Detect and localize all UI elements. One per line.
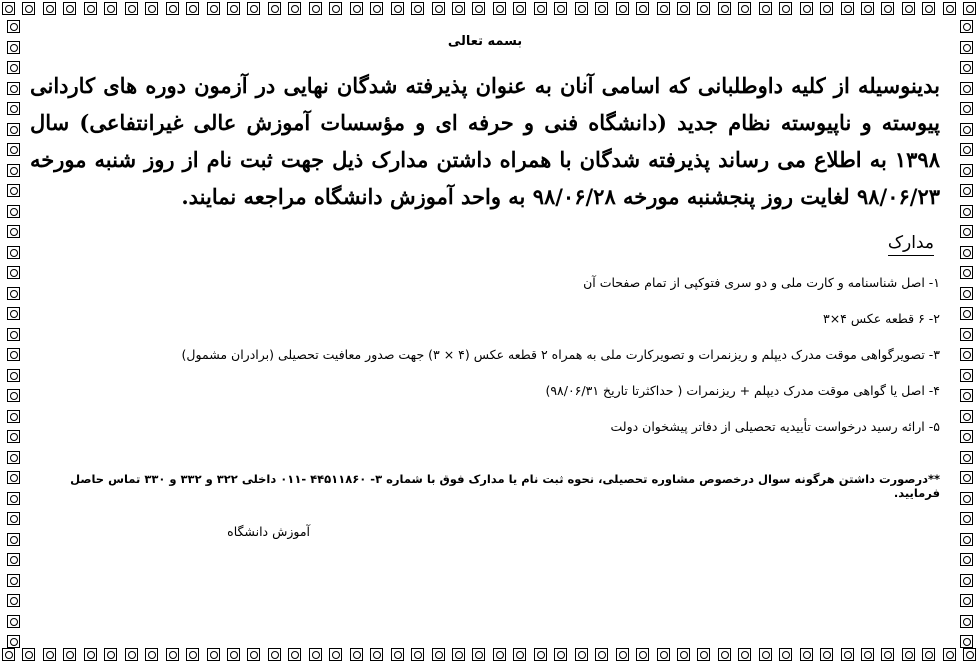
border-ornament	[288, 648, 301, 661]
border-ornament	[861, 648, 874, 661]
border-ornament	[902, 648, 915, 661]
documents-section	[30, 215, 940, 436]
border-ornament	[7, 164, 20, 177]
border-ornament	[677, 648, 690, 661]
border-ornament	[513, 648, 526, 661]
document-item-2: ۲- ۶ قطعه عکس ۴×۳	[822, 311, 940, 326]
border-ornament	[268, 2, 281, 15]
border-ornament	[452, 648, 465, 661]
border-ornament	[881, 2, 894, 15]
border-ornament	[960, 143, 973, 156]
border-ornament	[513, 2, 526, 15]
border-ornament	[227, 2, 240, 15]
border-ornament	[960, 471, 973, 484]
border-ornament	[7, 328, 20, 341]
decorative-border-top	[0, 2, 979, 20]
border-ornament	[718, 2, 731, 15]
border-ornament	[84, 648, 97, 661]
border-ornament	[166, 648, 179, 661]
border-ornament	[657, 2, 670, 15]
documents-title: مدارک	[888, 233, 934, 256]
border-ornament	[7, 471, 20, 484]
border-ornament	[779, 2, 792, 15]
border-ornament	[104, 648, 117, 661]
border-ornament	[84, 2, 97, 15]
intro-paragraph: بدینوسیله از کلیه داوطلبانی که اسامی آنان به عنوان پذیرفته شدگان نهایی در آزمون دوره های کاردانی پیوسته و ناپیوسته نظام جدید (دانشگاه فنی و حرفه ای و مؤسسات آموزش عالی غیرانتفاعی) سال ۱۳۹۸ به اطلاع می رساند پذیرفته شدگان با همراه داشتن مدارک ذیل جهت ثبت نام از روز شنبه مورخه ۹۸/۰۶/۲۳ لغایت روز پنجشنبه مورخه ۹۸/۰۶/۲۸ به واحد آموزش دانشگاه مراجعه نمایند.	[30, 73, 940, 209]
border-ornament	[43, 648, 56, 661]
border-ornament	[7, 635, 20, 648]
border-ornament	[7, 205, 20, 218]
border-ornament	[841, 2, 854, 15]
border-ornament	[22, 648, 35, 661]
border-ornament	[7, 123, 20, 136]
border-ornament	[960, 451, 973, 464]
border-ornament	[7, 410, 20, 423]
border-ornament	[247, 648, 260, 661]
border-ornament	[7, 553, 20, 566]
border-ornament	[677, 2, 690, 15]
border-ornament	[963, 2, 976, 15]
border-ornament	[960, 61, 973, 74]
border-ornament	[2, 648, 15, 661]
border-ornament	[432, 2, 445, 15]
border-ornament	[960, 389, 973, 402]
document-item-1: ۱- اصل شناسنامه و کارت ملی و دو سری فتوکپی از تمام صفحات آن	[583, 275, 940, 290]
border-ornament	[738, 2, 751, 15]
border-ornament	[657, 648, 670, 661]
border-ornament	[960, 369, 973, 382]
border-ornament	[104, 2, 117, 15]
border-ornament	[7, 574, 20, 587]
border-ornament	[7, 594, 20, 607]
border-ornament	[960, 246, 973, 259]
border-ornament	[779, 648, 792, 661]
border-ornament	[595, 2, 608, 15]
border-ornament	[350, 648, 363, 661]
border-ornament	[800, 2, 813, 15]
border-ornament	[207, 648, 220, 661]
border-ornament	[432, 648, 445, 661]
border-ornament	[125, 648, 138, 661]
border-ornament	[472, 2, 485, 15]
notice-content	[30, 30, 940, 539]
border-ornament	[7, 41, 20, 54]
border-ornament	[7, 102, 20, 115]
border-ornament	[2, 2, 15, 15]
border-ornament	[960, 430, 973, 443]
border-ornament	[922, 648, 935, 661]
border-ornament	[7, 430, 20, 443]
border-ornament	[43, 2, 56, 15]
border-ornament	[493, 648, 506, 661]
decorative-border-bottom	[0, 648, 979, 666]
border-ornament	[125, 2, 138, 15]
border-ornament	[7, 143, 20, 156]
border-ornament	[697, 648, 710, 661]
border-ornament	[7, 369, 20, 382]
border-ornament	[227, 648, 240, 661]
border-ornament	[575, 648, 588, 661]
border-ornament	[960, 20, 973, 33]
border-ornament	[636, 648, 649, 661]
border-ornament	[7, 225, 20, 238]
document-item-5: ۵- ارائه رسید درخواست تأییدیه تحصیلی از دفاتر پیشخوان دولت	[610, 419, 940, 434]
border-ornament	[309, 2, 322, 15]
border-ornament	[145, 2, 158, 15]
document-item-3: ۳- تصویرگواهی موقت مدرک دیپلم و ریزنمرات و تصویرکارت ملی به همراه ۲ قطعه عکس (۴ × ۳) جهت صدور معافیت تحصیلی (برادران مشمول)	[181, 347, 940, 362]
border-ornament	[960, 594, 973, 607]
border-ornament	[7, 307, 20, 320]
border-ornament	[7, 348, 20, 361]
border-ornament	[411, 2, 424, 15]
border-ornament	[7, 246, 20, 259]
border-ornament	[288, 2, 301, 15]
border-ornament	[616, 648, 629, 661]
border-ornament	[329, 2, 342, 15]
border-ornament	[391, 648, 404, 661]
border-ornament	[759, 2, 772, 15]
border-ornament	[636, 2, 649, 15]
border-ornament	[960, 164, 973, 177]
border-ornament	[841, 648, 854, 661]
border-ornament	[960, 553, 973, 566]
border-ornament	[960, 102, 973, 115]
border-ornament	[7, 615, 20, 628]
border-ornament	[7, 492, 20, 505]
decorative-border-left	[4, 20, 22, 648]
border-ornament	[452, 2, 465, 15]
border-ornament	[595, 648, 608, 661]
border-ornament	[960, 266, 973, 279]
border-ornament	[7, 512, 20, 525]
border-ornament	[22, 2, 35, 15]
heading: بسمه تعالی	[447, 34, 523, 49]
border-ornament	[7, 61, 20, 74]
border-ornament	[881, 648, 894, 661]
decorative-border-right	[957, 20, 975, 648]
border-ornament	[186, 648, 199, 661]
border-ornament	[534, 2, 547, 15]
border-ornament	[963, 648, 976, 661]
border-ornament	[960, 533, 973, 546]
border-ornament	[370, 648, 383, 661]
border-ornament	[7, 184, 20, 197]
border-ornament	[7, 20, 20, 33]
border-ornament	[7, 533, 20, 546]
border-ornament	[960, 512, 973, 525]
border-ornament	[960, 410, 973, 423]
border-ornament	[960, 225, 973, 238]
border-ornament	[943, 648, 956, 661]
border-ornament	[960, 287, 973, 300]
border-ornament	[960, 205, 973, 218]
border-ornament	[960, 328, 973, 341]
border-ornament	[575, 2, 588, 15]
border-ornament	[63, 2, 76, 15]
border-ornament	[960, 615, 973, 628]
border-ornament	[7, 389, 20, 402]
border-ornament	[145, 648, 158, 661]
border-ornament	[7, 82, 20, 95]
border-ornament	[472, 648, 485, 661]
border-ornament	[7, 287, 20, 300]
border-ornament	[960, 307, 973, 320]
border-ornament	[411, 648, 424, 661]
border-ornament	[800, 648, 813, 661]
border-ornament	[902, 2, 915, 15]
border-ornament	[350, 2, 363, 15]
border-ornament	[861, 2, 874, 15]
border-ornament	[759, 648, 772, 661]
border-ornament	[697, 2, 710, 15]
border-ornament	[493, 2, 506, 15]
contact-note: **درصورت داشتن هرگونه سوال درخصوص مشاوره تحصیلی، نحوه ثبت نام یا مدارک فوق با شماره ۳- ۴۴۵۱۱۸۶۰ -۰۱۱ داخلی ۳۲۲ و ۳۳۲ و ۳۳۰ تماس حاصل فرمایید.	[70, 472, 940, 500]
border-ornament	[922, 2, 935, 15]
border-ornament	[943, 2, 956, 15]
border-ornament	[207, 2, 220, 15]
border-ornament	[309, 648, 322, 661]
document-item-4: ۴- اصل یا گواهی موقت مدرک دیپلم + ریزنمرات ( حداکثرتا تاریخ ۹۸/۰۶/۳۱)	[545, 383, 940, 398]
border-ornament	[960, 574, 973, 587]
border-ornament	[534, 648, 547, 661]
border-ornament	[554, 648, 567, 661]
border-ornament	[960, 82, 973, 95]
border-ornament	[166, 2, 179, 15]
border-ornament	[718, 648, 731, 661]
border-ornament	[391, 2, 404, 15]
border-ornament	[7, 451, 20, 464]
border-ornament	[616, 2, 629, 15]
border-ornament	[554, 2, 567, 15]
border-ornament	[960, 635, 973, 648]
border-ornament	[738, 648, 751, 661]
border-ornament	[186, 2, 199, 15]
border-ornament	[960, 348, 973, 361]
border-ornament	[960, 184, 973, 197]
signature: آموزش دانشگاه	[227, 524, 310, 539]
border-ornament	[820, 2, 833, 15]
documents-list	[30, 274, 940, 436]
border-ornament	[820, 648, 833, 661]
border-ornament	[960, 492, 973, 505]
border-ornament	[370, 2, 383, 15]
border-ornament	[960, 123, 973, 136]
border-ornament	[63, 648, 76, 661]
border-ornament	[329, 648, 342, 661]
border-ornament	[268, 648, 281, 661]
border-ornament	[247, 2, 260, 15]
border-ornament	[7, 266, 20, 279]
border-ornament	[960, 41, 973, 54]
